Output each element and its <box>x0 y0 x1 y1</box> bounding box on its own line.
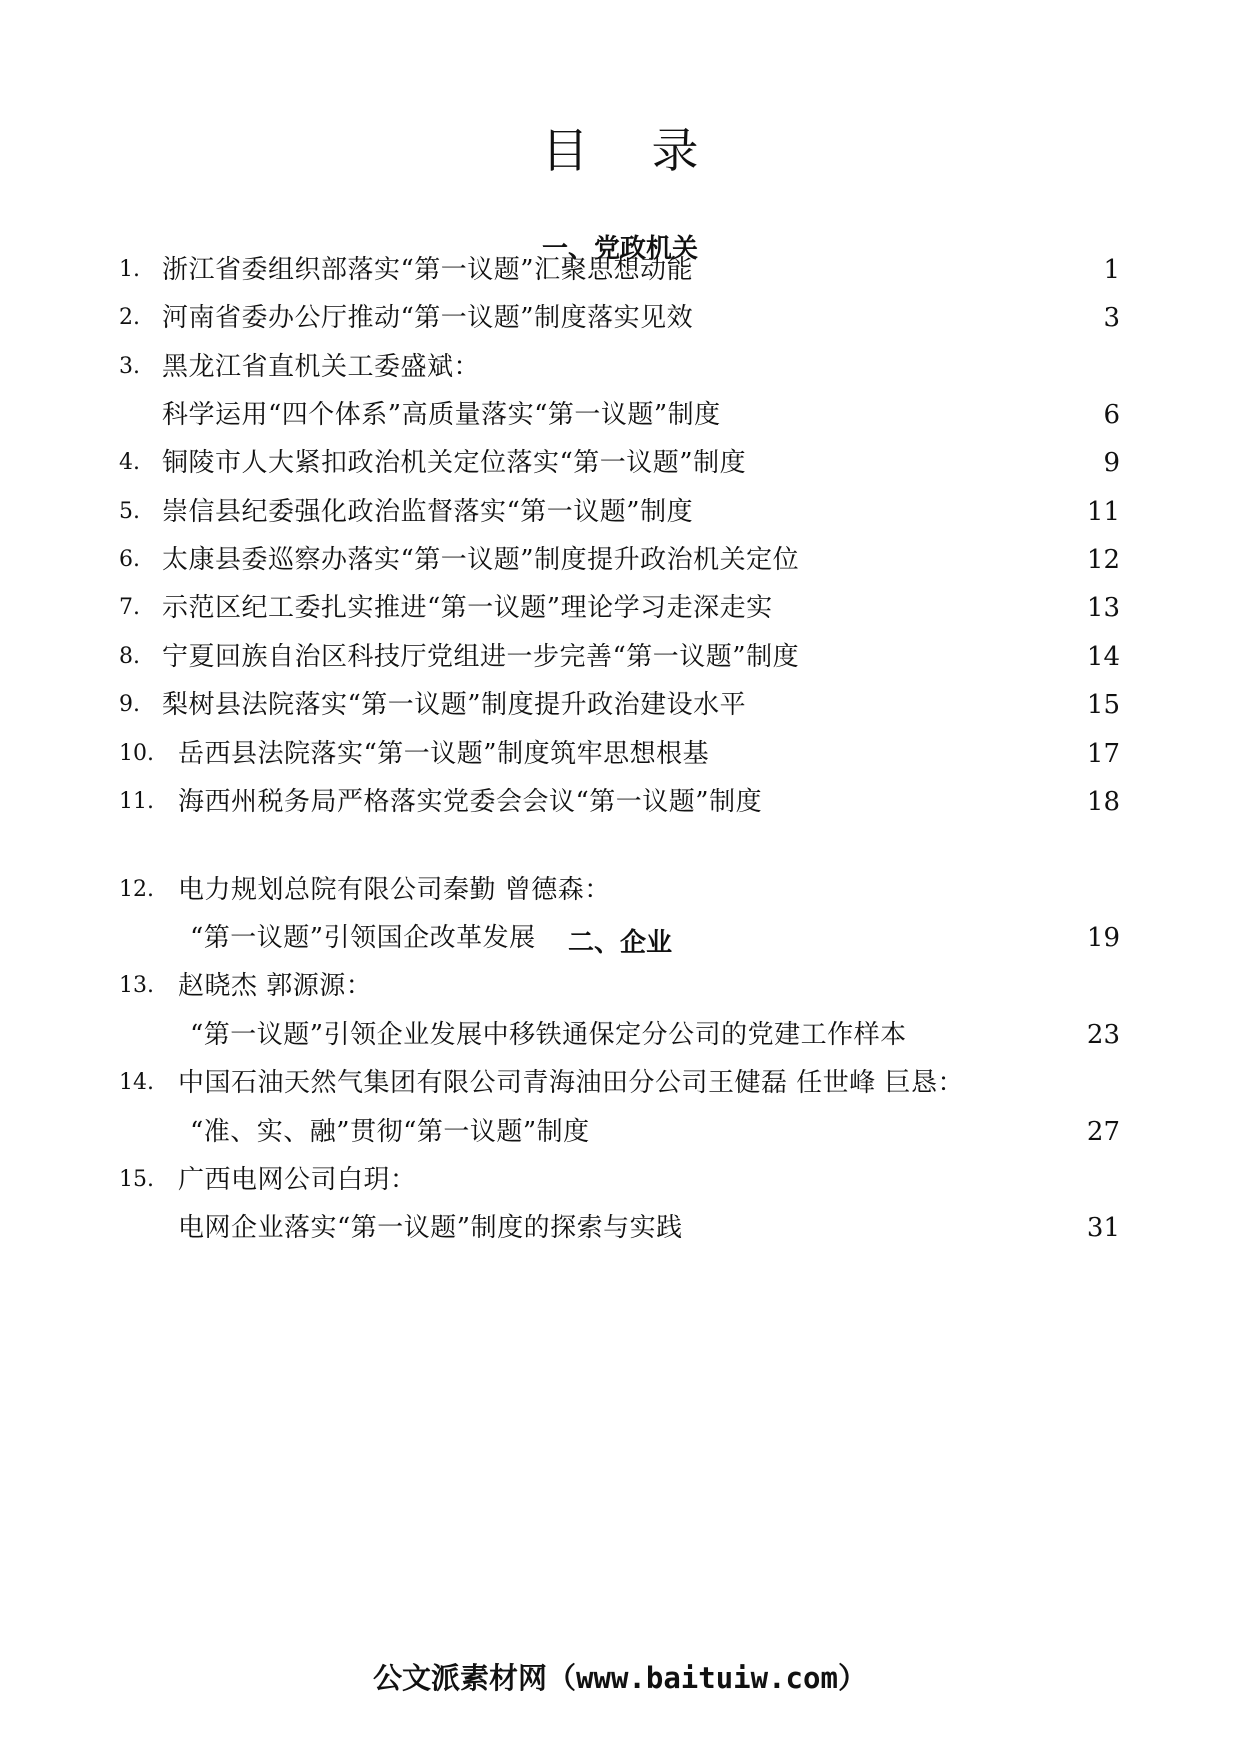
entry-number: 11. <box>119 789 154 814</box>
toc-entry[interactable] <box>0 637 1240 677</box>
entry-number: 4. <box>119 450 140 475</box>
entry-number: 8. <box>119 644 140 669</box>
entry-number: 9. <box>119 692 140 717</box>
entry-number: 7. <box>119 595 140 620</box>
entry-subtitle: “第一议题”引领企业发展中移铁通保定分公司的党建工作样本 <box>190 1020 907 1050</box>
entry-title: 宁夏回族自治区科技厅党组进一步完善“第一议题”制度 <box>162 642 800 672</box>
entry-title: 黑龙江省直机关工委盛斌： <box>162 352 481 382</box>
toc-entry[interactable] <box>0 734 1240 774</box>
entry-page-number: 11 <box>1086 497 1120 527</box>
entry-page-number: 27 <box>1086 1117 1120 1147</box>
entry-number: 15. <box>119 1167 154 1192</box>
toc-entry[interactable] <box>0 298 1240 338</box>
entry-subtitle: 科学运用“四个体系”高质量落实“第一议题”制度 <box>162 400 721 430</box>
toc-entry[interactable] <box>0 870 1240 910</box>
entry-page-number: 15 <box>1086 690 1120 720</box>
entry-subtitle: “准、实、融”贯彻“第一议题”制度 <box>190 1117 590 1147</box>
toc-entry[interactable] <box>0 1160 1240 1200</box>
entry-title: 梨树县法院落实“第一议题”制度提升政治建设水平 <box>162 690 747 720</box>
toc-entry[interactable] <box>0 443 1240 483</box>
page-title: 目 录 <box>541 124 723 179</box>
entry-title: 赵晓杰 郭源源： <box>178 971 373 1001</box>
entry-number: 6. <box>119 547 140 572</box>
entry-number: 2. <box>119 305 140 330</box>
entry-title: 岳西县法院落实“第一议题”制度筑牢思想根基 <box>178 739 710 769</box>
footer-watermark <box>0 1661 1240 1695</box>
entry-number: 5. <box>119 499 140 524</box>
entry-page-number: 18 <box>1086 787 1120 817</box>
entry-title: 海西州税务局严格落实党委会会议“第一议题”制度 <box>178 787 763 817</box>
entry-page-number: 17 <box>1086 739 1120 769</box>
entry-subtitle: “第一议题”引领国企改革发展 <box>190 923 536 953</box>
entry-title: 中国石油天然气集团有限公司青海油田分公司王健磊 任世峰 巨恳： <box>178 1068 965 1098</box>
entry-title: 电力规划总院有限公司秦勤 曾德森： <box>178 875 611 905</box>
toc-entry[interactable] <box>0 347 1240 387</box>
entry-page-number: 12 <box>1086 545 1120 575</box>
entry-page-number: 9 <box>1103 448 1120 478</box>
section-heading-party-government: 一、党政机关 <box>541 234 698 264</box>
entry-title: 铜陵市人大紧扣政治机关定位落实“第一议题”制度 <box>162 448 747 478</box>
entry-title: 广西电网公司白玥： <box>178 1165 417 1195</box>
entry-title: 河南省委办公厅推动“第一议题”制度落实见效 <box>162 303 694 333</box>
entry-number: 13. <box>119 973 154 998</box>
entry-title: 崇信县纪委强化政治监督落实“第一议题”制度 <box>162 497 694 527</box>
entry-title: 浙江省委组织部落实“第一议题”汇聚思想动能 <box>162 255 694 285</box>
entry-page-number: 3 <box>1103 303 1120 333</box>
entry-title: 示范区纪工委扎实推进“第一议题”理论学习走深走实 <box>162 593 773 623</box>
entry-number: 10. <box>119 741 154 766</box>
entry-page-number: 31 <box>1086 1213 1120 1243</box>
entry-number: 1. <box>119 257 140 282</box>
section-heading-enterprises: 二、企业 <box>567 928 672 958</box>
entry-page-number: 6 <box>1103 400 1120 430</box>
toc-entry[interactable] <box>0 966 1240 1006</box>
entry-page-number: 23 <box>1086 1020 1120 1050</box>
toc-entry[interactable] <box>0 588 1240 628</box>
entry-page-number: 19 <box>1086 923 1120 953</box>
toc-entry[interactable] <box>0 250 1240 290</box>
toc-entry[interactable] <box>0 685 1240 725</box>
entry-number: 3. <box>119 354 140 379</box>
footer-site-name: 公文派素材网 <box>373 1661 548 1695</box>
entry-number: 14. <box>119 1070 154 1095</box>
toc-entry[interactable] <box>0 782 1240 822</box>
entry-number: 12. <box>119 877 154 902</box>
entry-page-number: 14 <box>1086 642 1120 672</box>
toc-entry[interactable] <box>0 540 1240 580</box>
footer-url[interactable]: （www.baituiw.com） <box>547 1661 867 1695</box>
toc-entry-continuation[interactable] <box>0 395 1240 435</box>
toc-entry-continuation[interactable] <box>0 1112 1240 1152</box>
toc-entry-continuation[interactable] <box>0 1015 1240 1055</box>
entry-subtitle: 电网企业落实“第一议题”制度的探索与实践 <box>178 1213 683 1243</box>
entry-page-number: 13 <box>1086 593 1120 623</box>
toc-entry-continuation[interactable] <box>0 1208 1240 1248</box>
toc-entry[interactable] <box>0 1063 1240 1103</box>
entry-page-number: 1 <box>1103 255 1120 285</box>
toc-entry-continuation[interactable] <box>0 918 1240 958</box>
entry-title: 太康县委巡察办落实“第一议题”制度提升政治机关定位 <box>162 545 800 575</box>
toc-entry[interactable] <box>0 492 1240 532</box>
